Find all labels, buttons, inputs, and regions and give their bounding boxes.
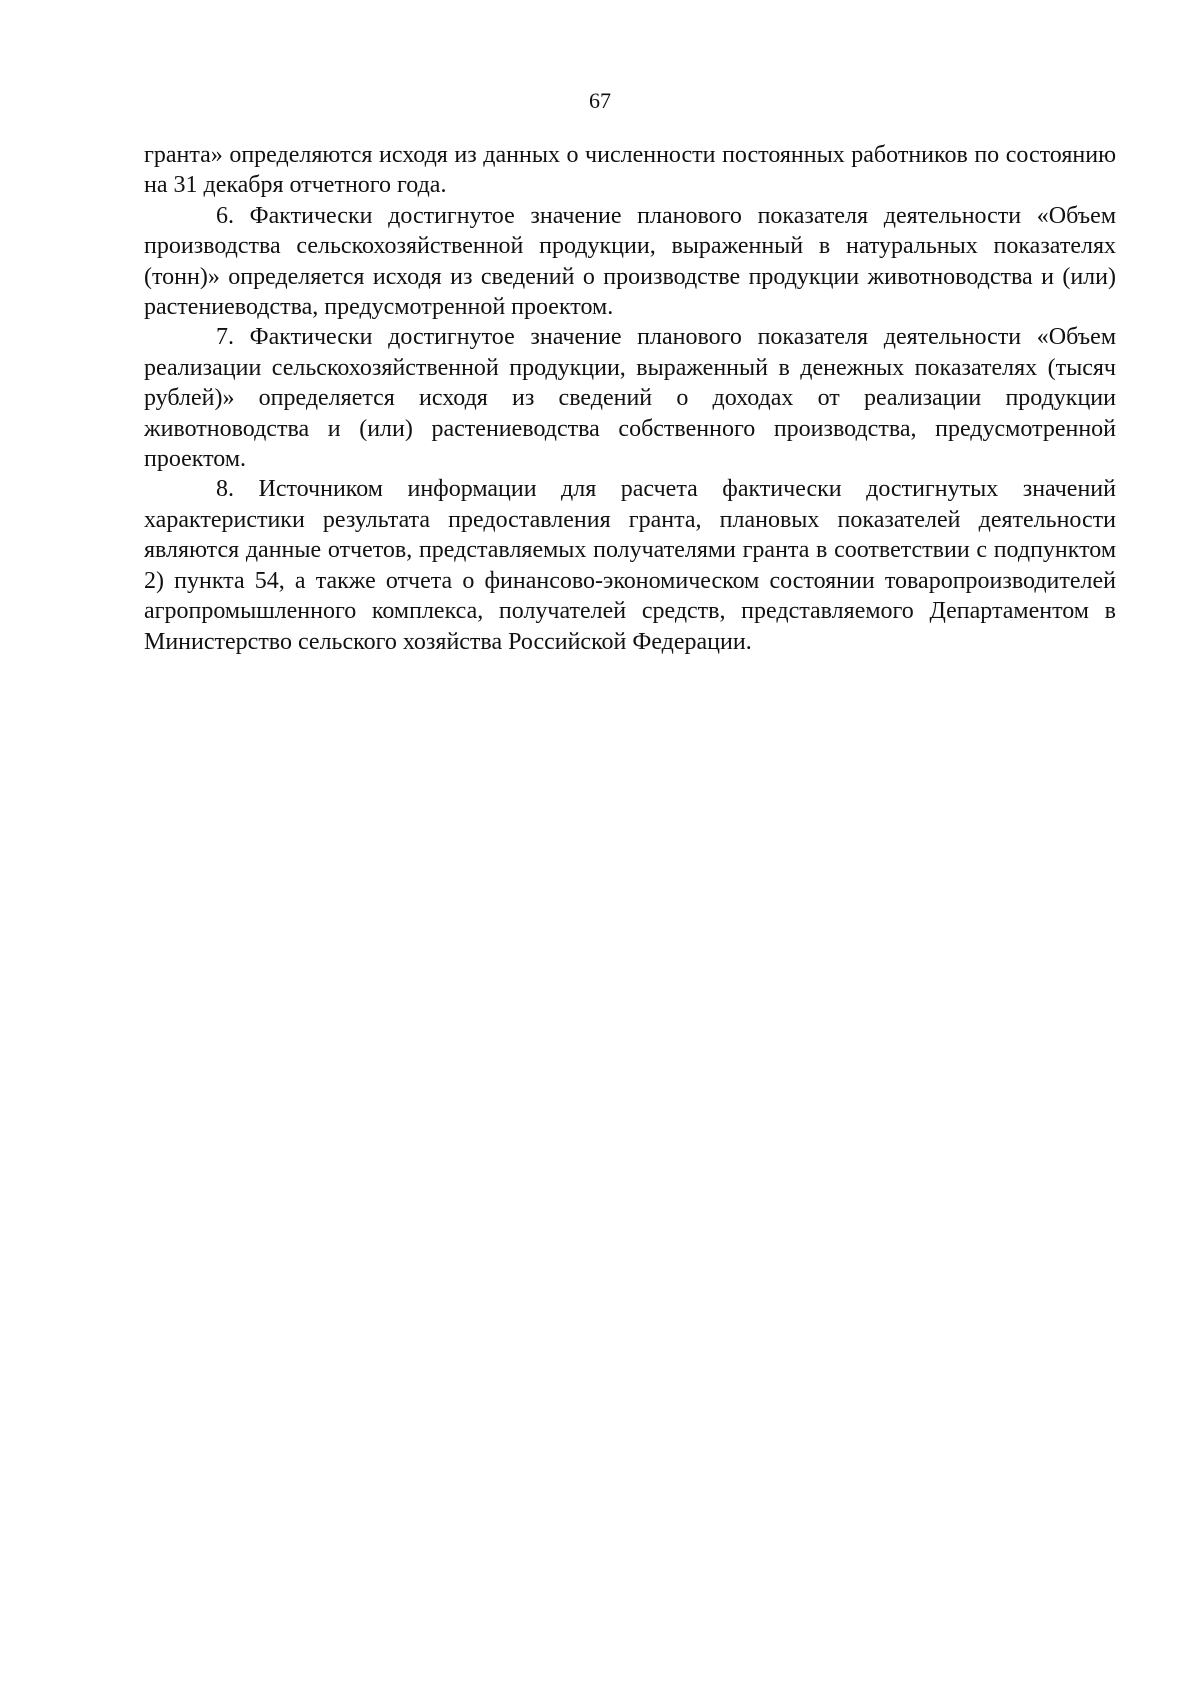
paragraph-continuation: гранта» определяются исходя из данных о численности постоянных работников по состоянию на 31 декабря отчетного года.	[144, 142, 1116, 199]
paragraph-item-7: 7. Фактически достигнутое значение планового показателя деятельности «Объем реализации сельскохозяйственной продукции, выраженный в денежных показателях (тысяч рублей)» определяется исходя из сведений о доходах от реализации продукции животноводства и (или) растениеводства собственного производства, предусмотренной проектом.	[144, 324, 1116, 473]
paragraph-item-6: 6. Фактически достигнутое значение планового показателя деятельности «Объем производства сельскохозяйственной продукции, выраженный в натуральных показателях (тонн)» определяется исходя из сведений о производстве продукции животноводства и (или) растениеводства, предусмотренной проектом.	[144, 202, 1116, 321]
paragraph-item-8: 8. Источником информации для расчета фактически достигнутых значений характеристики результата предоставления гранта, плановых показателей деятельности являются данные отчетов, представляемых получателями гранта в соответствии с подпунктом 2) пункта 54, а также отчета о финансово-экономическом состоянии товаропроизводителей агропромышленного комплекса, получателей средств, представляемого Департаментом в Министерство сельского хозяйства Российской Федерации.	[144, 476, 1116, 655]
page-number: 67	[589, 88, 611, 113]
document-body	[144, 140, 1116, 657]
